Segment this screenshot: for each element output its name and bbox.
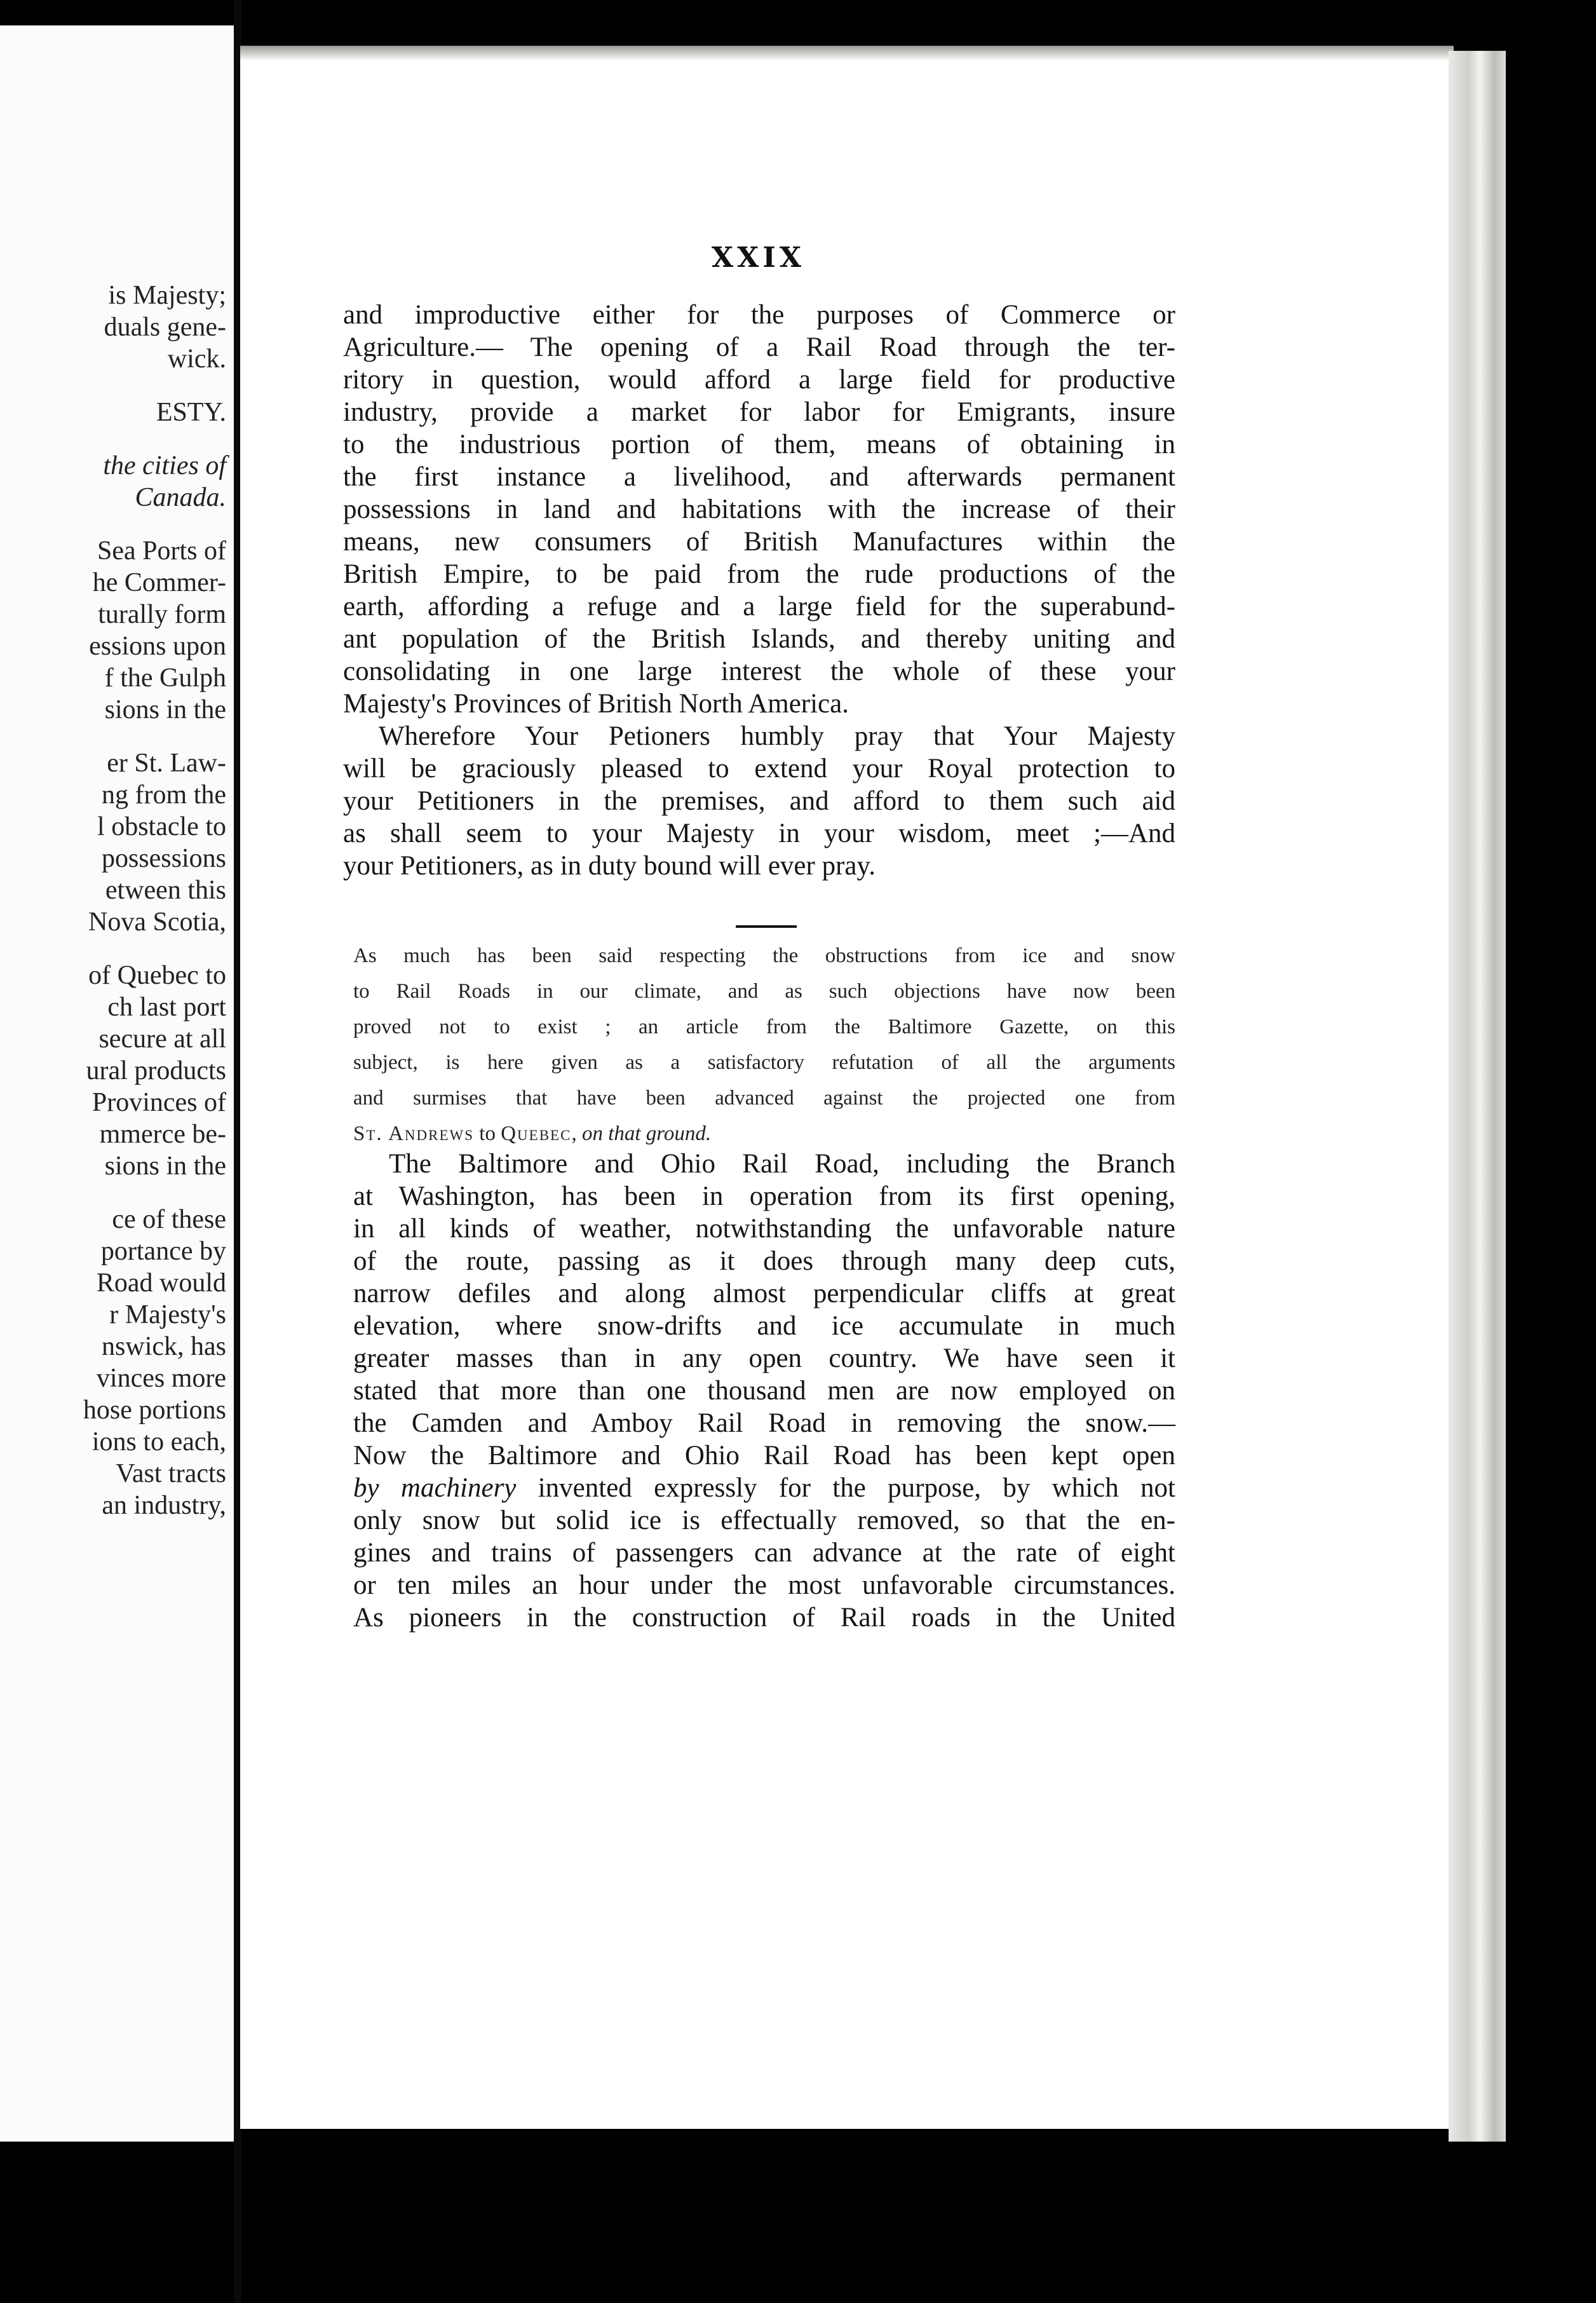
left-page-line: mmerce be-: [99, 1120, 226, 1149]
article-line: [353, 1472, 1175, 1504]
page-right-edge: [1449, 51, 1506, 2142]
petition-line: consolidating in one large interest the whole of these your: [343, 656, 1175, 686]
left-page-line: ural products: [86, 1056, 226, 1085]
left-page-line: hose portions: [83, 1396, 226, 1425]
left-page-line: Provinces of: [91, 1088, 226, 1117]
left-page-line: Nova Scotia,: [88, 907, 226, 937]
petition-line: your Petitioners, as in duty bound will ever pray.: [343, 851, 876, 881]
article-line: the Camden and Amboy Rail Road in removing the snow.—: [353, 1408, 1175, 1438]
article-line: elevation, where snow-drifts and ice accumulate in much: [353, 1311, 1175, 1341]
petition-line: Majesty's Provinces of British North America.: [343, 689, 849, 719]
petition-line: earth, affording a refuge and a large field for the superabund-: [343, 592, 1175, 622]
left-page-line: ce of these: [112, 1205, 226, 1234]
note-text: ,: [571, 1122, 582, 1145]
left-page-line: is Majesty;: [108, 281, 226, 310]
petition-line: your Petitioners in the premises, and afford to them such aid: [343, 786, 1175, 816]
left-page-line: possessions: [101, 844, 226, 873]
article-line: in all kinds of weather, notwithstanding the unfavorable nature: [353, 1214, 1175, 1244]
article-line: only snow but solid ice is effectually removed, so that the en-: [353, 1505, 1175, 1535]
petition-line: ritory in question, would afford a large field for productive: [343, 365, 1175, 395]
left-page-line: Road would: [96, 1268, 226, 1298]
left-page-line: ch last port: [107, 993, 226, 1022]
petition-line: industry, provide a market for labor for Emigrants, insure: [343, 397, 1175, 427]
petition-line: Agriculture.— The opening of a Rail Road through the ter-: [343, 332, 1175, 362]
section-divider: [736, 925, 797, 928]
left-page-line: he Commer-: [92, 568, 226, 597]
petition-line: British Empire, to be paid from the rude productions of the: [343, 559, 1175, 589]
left-page-line: Sea Ports of: [97, 536, 226, 566]
note-line: As much has been said respecting the obstructions from ice and snow: [353, 944, 1175, 967]
article-line: As pioneers in the construction of Rail roads in the United: [353, 1603, 1175, 1633]
petition-line: Wherefore Your Petioners humbly pray that Your Majesty: [379, 721, 1175, 751]
article-line: gines and trains of passengers can advance at the rate of eight: [353, 1538, 1175, 1568]
article-line: greater masses than in any open country. We have seen it: [353, 1343, 1175, 1373]
left-page-line: vinces more: [96, 1364, 226, 1393]
left-page-line: an industry,: [102, 1491, 226, 1520]
article-line: at Washington, has been in operation from its first opening,: [353, 1181, 1175, 1211]
note-line: subject, is here given as a satisfactory refutation of all the arguments: [353, 1051, 1175, 1074]
petition-text: [343, 299, 1175, 882]
left-page-line: nswick, has: [102, 1332, 226, 1361]
petition-line: possessions in land and habitations with the increase of their: [343, 494, 1175, 524]
article-italic: by machinery: [353, 1473, 517, 1503]
article-line: of the route, passing as it does through many deep cuts,: [353, 1246, 1175, 1276]
page-top-edge: [240, 46, 1454, 61]
petition-line: means, new consumers of British Manufactures within the: [343, 527, 1175, 557]
article-text: [353, 1148, 1175, 1634]
place-name: St. Andrews: [353, 1122, 475, 1145]
article-line: Now the Baltimore and Ohio Rail Road has been kept open: [353, 1441, 1175, 1471]
left-page-line: portance by: [100, 1237, 226, 1266]
place-name: Quebec: [501, 1122, 572, 1145]
left-page-line: the cities of: [103, 451, 226, 480]
article-line: or ten miles an hour under the most unfavorable circumstances.: [353, 1570, 1175, 1600]
petition-line: ant population of the British Islands, and thereby uniting and: [343, 624, 1175, 654]
editorial-note: [353, 938, 1175, 1152]
article-line: The Baltimore and Ohio Rail Road, including the Branch: [389, 1149, 1175, 1179]
page-number: XXIX: [712, 241, 805, 274]
left-page-line: essions upon: [89, 632, 226, 661]
article-line: narrow defiles and along almost perpendicular cliffs at great: [353, 1279, 1175, 1308]
note-line: and surmises that have been advanced against the projected one from: [353, 1087, 1175, 1110]
left-page-line: ng from the: [102, 780, 226, 810]
article-text-run: invented expressly for the purpose, by which not: [516, 1473, 1176, 1503]
petition-line: as shall seem to your Majesty in your wisdom, meet ;—And: [343, 819, 1175, 848]
petition-line: will be graciously pleased to extend your Royal protection to: [343, 754, 1175, 784]
left-page-line: l obstacle to: [97, 812, 226, 841]
left-page-line: f the Gulph: [104, 663, 226, 693]
left-page-line: ESTY.: [156, 398, 226, 427]
article-line: stated that more than one thousand men are now employed on: [353, 1376, 1175, 1406]
petition-line: the first instance a livelihood, and afterwards permanent: [343, 462, 1175, 492]
note-line-last: [353, 1116, 1175, 1152]
note-text: to: [474, 1122, 501, 1145]
left-page-line: sions in the: [104, 1152, 226, 1181]
note-line: to Rail Roads in our climate, and as such objections have now been: [353, 980, 1175, 1003]
left-page-line: sions in the: [104, 695, 226, 724]
petition-line: to the industrious portion of them, means of obtaining in: [343, 430, 1175, 459]
petition-line: and improductive either for the purposes of Commerce or: [343, 300, 1175, 330]
left-page-line: etween this: [105, 876, 226, 905]
left-page-line: of Quebec to: [88, 961, 226, 990]
left-page-line: Vast tracts: [116, 1459, 226, 1488]
left-page-line: turally form: [98, 600, 226, 629]
left-page-line: Canada.: [135, 483, 226, 512]
left-page-line: secure at all: [98, 1024, 226, 1054]
left-page-line: r Majesty's: [109, 1300, 226, 1329]
note-line: proved not to exist ; an article from the Baltimore Gazette, on this: [353, 1016, 1175, 1038]
left-page-line: er St. Law-: [107, 749, 226, 778]
left-page-line: duals gene-: [104, 313, 226, 342]
left-page-line: ions to each,: [91, 1427, 226, 1457]
left-page-line: wick.: [167, 344, 226, 374]
note-italic: on that ground.: [581, 1122, 712, 1145]
left-page-fragment: [0, 25, 234, 2142]
